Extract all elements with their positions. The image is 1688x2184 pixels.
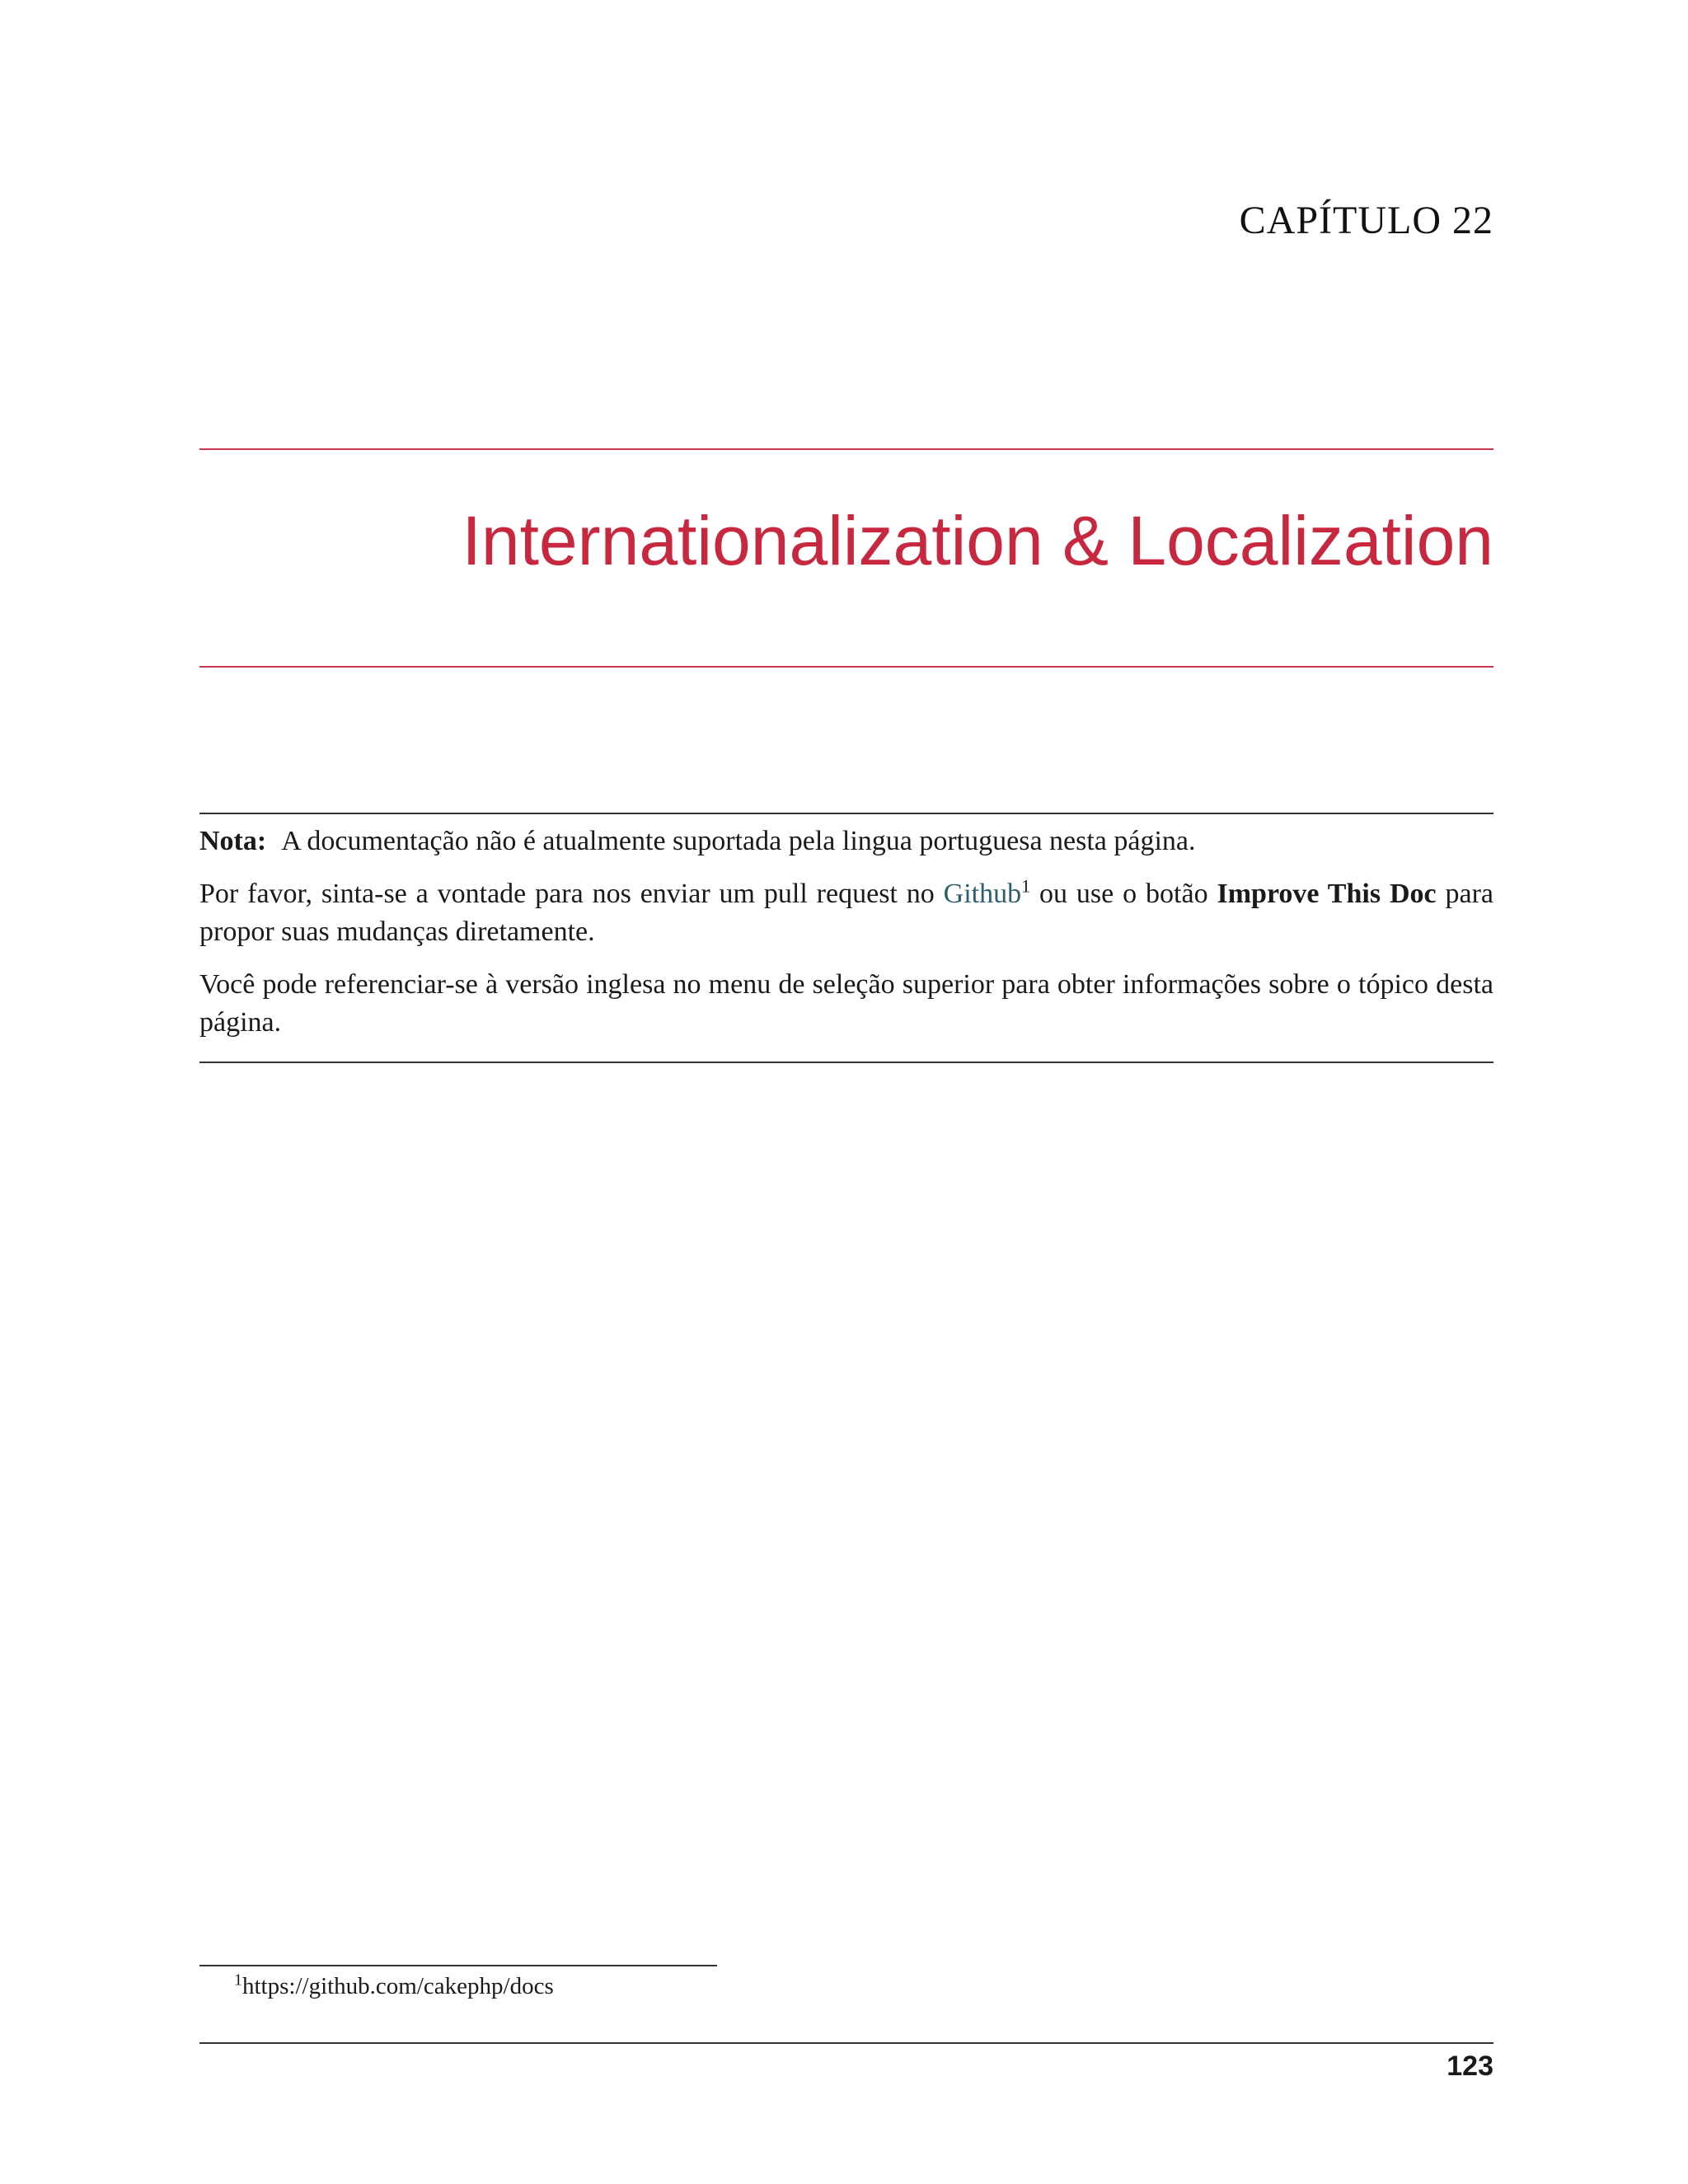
footnote-rule [199,1965,717,1966]
footer-rule [199,2042,1493,2044]
note-text-middle: ou use o botão [1030,879,1217,909]
note-text-after: para propor suas mudanças diretamente. [199,879,1494,947]
chapter-label: CAPÍTULO 22 [1239,199,1493,242]
footnote-marker[interactable]: 1 [1021,875,1031,897]
note-rule-bottom [199,1062,1493,1063]
note-paragraph-2 [199,875,1493,951]
title-rule-top [199,448,1493,450]
improve-doc-label: Improve This Doc [1217,879,1437,909]
note-line-1 [199,823,1493,860]
note-text: A documentação não é atualmente suportada pela lingua portuguesa nesta página. [281,826,1196,856]
chapter-title: Internationalization & Localization [462,502,1493,579]
footnote-url[interactable]: https://github.com/cakephp/docs [242,1973,554,1999]
note-paragraph-3: Você pode referenciar-se à versão inglesa no menu de seleção superior para obter informações sobre o tópico desta página. [199,969,1493,1038]
footnote [234,1970,554,2003]
note-text-before-link: Por favor, sinta-se a vontade para nos enviar um pull request no [199,879,944,909]
github-link[interactable]: Github [943,879,1022,909]
title-rule-bottom [199,666,1493,668]
page-number: 123 [1447,2050,1493,2082]
note-label: Nota: [199,826,267,856]
footnote-number: 1 [234,1971,242,1990]
note-rule-top [199,813,1493,814]
note-box [199,823,1493,1057]
